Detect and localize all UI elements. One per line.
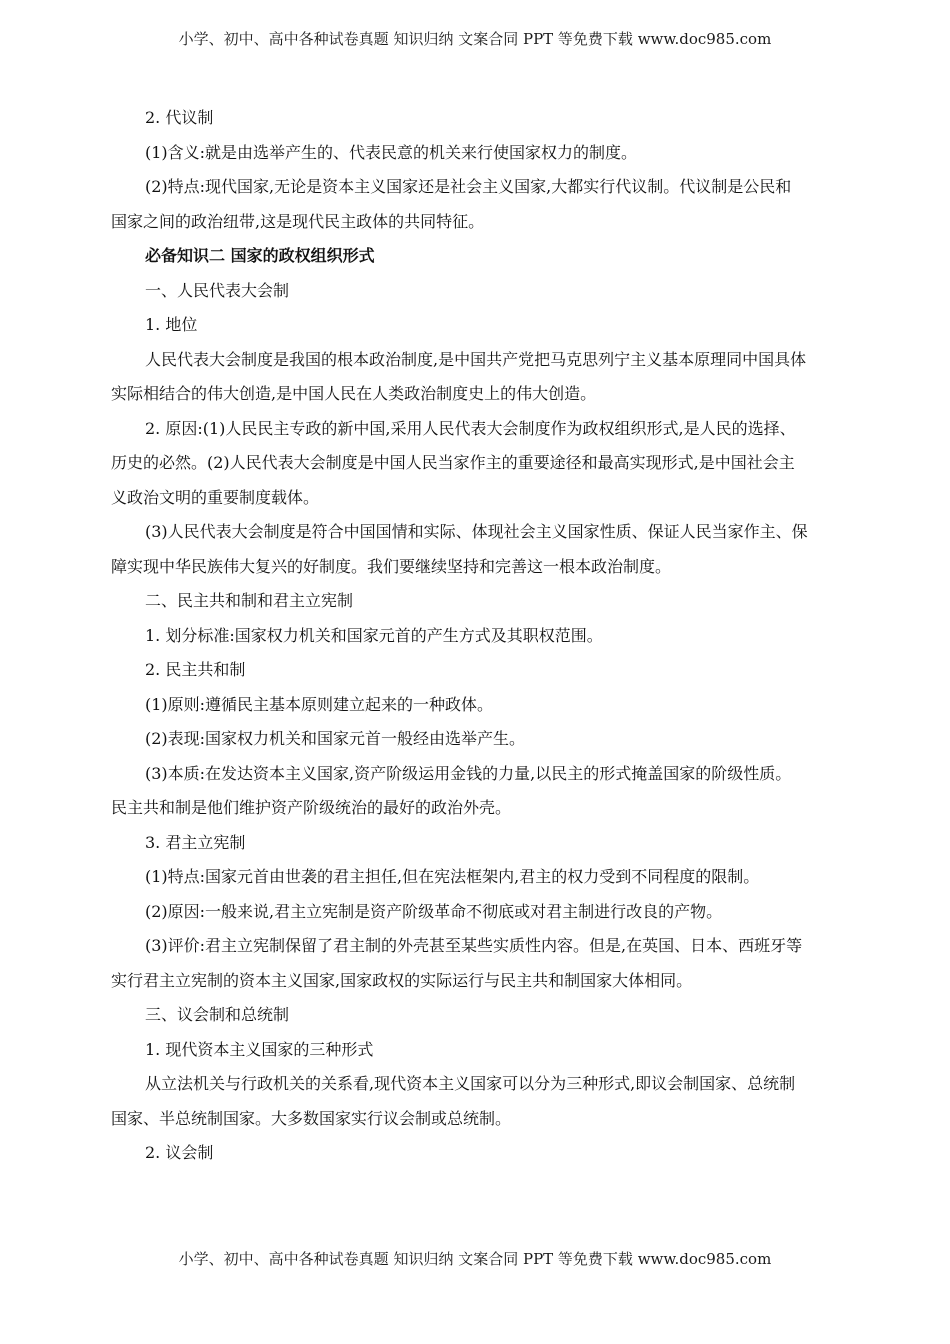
section-heading-knowledge-two: 必备知识二 国家的政权组织形式 — [145, 246, 375, 265]
heading-republic-monarchy: 二、民主共和制和君主立宪制 — [145, 591, 354, 610]
heading-parliamentary-presidential: 三、议会制和总统制 — [145, 1005, 290, 1024]
subheading-democratic-republic: 2. 民主共和制 — [145, 660, 246, 679]
paragraph-features-line2: 国家之间的政治纽带,这是现代民主政体的共同特征。 — [111, 211, 485, 231]
paragraph-monarchy-features: (1)特点:国家元首由世袭的君主担任,但在宪法框架内,君主的权力受到不同程度的限制。 — [145, 867, 760, 886]
paragraph-features-line1: (2)特点:现代国家,无论是资本主义国家还是社会主义国家,大都实行代议制。代议制是公民和 — [145, 177, 792, 196]
paragraph-status-line2: 实际相结合的伟大创造,是中国人民在人类政治制度史上的伟大创造。 — [111, 384, 597, 403]
document-body — [111, 101, 841, 1171]
subheading-status: 1. 地位 — [145, 315, 198, 334]
subheading-parliamentary: 2. 议会制 — [145, 1143, 214, 1162]
paragraph-reasons-line3: 义政治文明的重要制度载体。 — [111, 487, 320, 507]
paragraph-evaluation-line1: (3)评价:君主立宪制保留了君主制的外壳甚至某些实质性内容。但是,在英国、日本、西班牙等 — [145, 936, 803, 955]
subheading-three-forms: 1. 现代资本主义国家的三种形式 — [145, 1039, 374, 1059]
paragraph-monarchy-reasons: (2)原因:一般来说,君主立宪制是资产阶级革命不彻底或对君主制进行改良的产物。 — [145, 901, 723, 921]
page-footer: 小学、初中、高中各种试卷真题 知识归纳 文案合同 PPT 等免费下载 www.doc985.com — [178, 1250, 772, 1268]
paragraph-essence-line2: 民主共和制是他们维护资产阶级统治的最好的政治外壳。 — [111, 798, 512, 817]
paragraph-three-forms-line2: 国家、半总统制国家。大多数国家实行议会制或总统制。 — [111, 1108, 512, 1128]
paragraph-essence-line1: (3)本质:在发达资本主义国家,资产阶级运用金钱的力量,以民主的形式掩盖国家的阶级性质。 — [145, 763, 792, 783]
subheading-constitutional-monarchy: 3. 君主立宪制 — [145, 832, 246, 852]
heading-npc-system: 一、人民代表大会制 — [145, 280, 290, 300]
paragraph-evaluation-line2: 实行君主立宪制的资本主义国家,国家政权的实际运行与民主共和制国家大体相同。 — [111, 970, 693, 990]
paragraph-three-forms-line1: 从立法机关与行政机关的关系看,现代资本主义国家可以分为三种形式,即议会制国家、总统制 — [145, 1074, 796, 1093]
paragraph-reasons3-line1: (3)人民代表大会制度是符合中国国情和实际、体现社会主义国家性质、保证人民当家作主、保 — [145, 522, 808, 541]
paragraph-reasons-line1: 2. 原因:(1)人民民主专政的新中国,采用人民代表大会制度作为政权组织形式,是人民的选择、 — [145, 418, 796, 438]
paragraph-reasons-line2: 历史的必然。(2)人民代表大会制度是中国人民当家作主的重要途径和最高实现形式,是中国社会主 — [111, 453, 795, 472]
paragraph-status-line1: 人民代表大会制度是我国的根本政治制度,是中国共产党把马克思列宁主义基本原理同中国具体 — [145, 349, 807, 369]
subheading-representative-system: 2. 代议制 — [145, 108, 214, 127]
paragraph-reasons3-line2: 障实现中华民族伟大复兴的好制度。我们要继续坚持和完善这一根本政治制度。 — [111, 556, 672, 576]
paragraph-manifestation: (2)表现:国家权力机关和国家元首一般经由选举产生。 — [145, 729, 526, 748]
paragraph-meaning: (1)含义:就是由选举产生的、代表民意的机关来行使国家权力的制度。 — [145, 142, 638, 162]
page-header: 小学、初中、高中各种试卷真题 知识归纳 文案合同 PPT 等免费下载 www.doc985.com — [178, 30, 772, 48]
paragraph-principle: (1)原则:遵循民主基本原则建立起来的一种政体。 — [145, 694, 494, 714]
paragraph-criteria: 1. 划分标准:国家权力机关和国家元首的产生方式及其职权范围。 — [145, 625, 603, 645]
